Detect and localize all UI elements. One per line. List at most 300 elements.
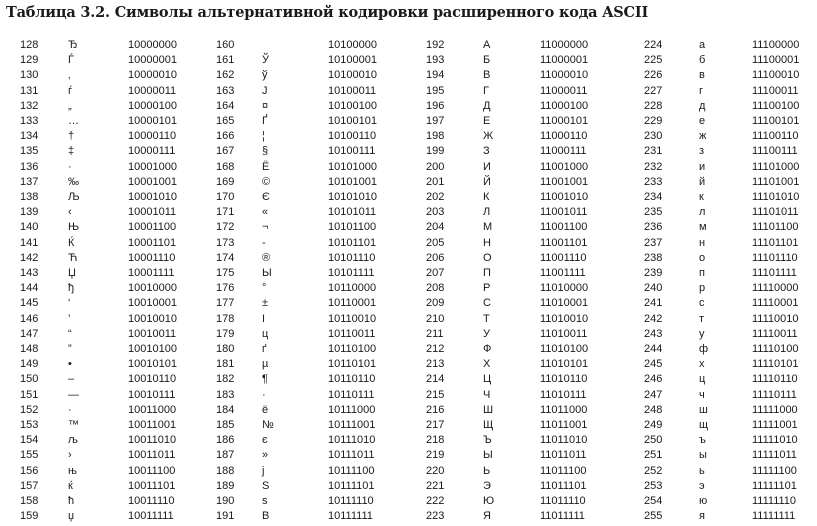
binary-cell: 10011010 — [128, 434, 177, 447]
char-cell: Њ — [68, 221, 80, 234]
char-cell: Ы — [483, 449, 493, 462]
binary-cell: 11001110 — [540, 251, 587, 264]
binary-cell: 11001111 — [540, 267, 586, 279]
code-cell: 132 — [20, 99, 39, 112]
code-cell: 245 — [644, 358, 663, 371]
code-cell: 158 — [20, 495, 39, 507]
binary-cell: 11111000 — [752, 403, 798, 416]
binary-cell: 11111011 — [752, 449, 797, 462]
code-cell: 248 — [644, 403, 663, 416]
code-cell: 161 — [216, 54, 235, 67]
binary-cell: 11111100 — [752, 464, 797, 477]
char-cell: ь — [699, 464, 705, 477]
char-cell: Ы — [262, 267, 272, 279]
char-cell: з — [699, 145, 705, 158]
code-cell: 244 — [644, 343, 663, 355]
char-cell: э — [699, 479, 705, 492]
binary-cell: 10111000 — [328, 403, 376, 416]
binary-cell: 10010101 — [128, 358, 177, 371]
binary-cell: 10010110 — [128, 373, 177, 386]
code-cell: 200 — [426, 160, 445, 173]
code-cell: 144 — [20, 282, 39, 295]
binary-cell: 10010100 — [128, 343, 177, 355]
char-cell: · — [262, 388, 266, 401]
code-cell: 217 — [426, 419, 445, 431]
binary-cell: 11011011 — [540, 449, 587, 462]
char-cell: Ю — [483, 495, 495, 507]
code-cell: 137 — [20, 175, 39, 188]
binary-cell: 11010101 — [540, 358, 589, 371]
char-cell: Ч — [483, 388, 491, 401]
char-cell: Л — [483, 206, 491, 219]
char-cell: ¦ — [262, 130, 265, 143]
char-cell: Я — [483, 510, 491, 523]
binary-cell: 11101110 — [752, 251, 798, 264]
table-title: Таблица 3.2. Символы альтернативной кодировки расширенного кода ASCII — [6, 4, 649, 21]
binary-cell: 10100010 — [328, 69, 377, 82]
code-cell: 205 — [426, 236, 445, 249]
binary-cell: 11000101 — [540, 115, 589, 127]
char-cell: х — [699, 358, 705, 371]
char-cell: е — [699, 115, 706, 127]
char-cell: ° — [262, 282, 267, 295]
binary-cell: 10101110 — [328, 251, 376, 264]
char-cell: ± — [262, 297, 269, 310]
char-cell: ¬ — [262, 221, 269, 234]
char-cell: И — [483, 160, 491, 173]
code-cell: 242 — [644, 312, 663, 325]
code-cell: 219 — [426, 449, 445, 462]
char-cell: щ — [699, 419, 709, 431]
char-cell: г — [699, 84, 704, 97]
char-cell: Љ — [68, 191, 80, 203]
code-cell: 255 — [644, 510, 663, 523]
code-cell: 150 — [20, 373, 39, 386]
char-cell: с — [699, 297, 705, 310]
code-cell: 163 — [216, 84, 235, 97]
binary-cell: 11100110 — [752, 130, 799, 143]
code-cell: 128 — [20, 39, 39, 51]
code-cell: 198 — [426, 130, 445, 143]
code-cell: 240 — [644, 282, 663, 295]
binary-cell: 11110000 — [752, 282, 799, 295]
binary-cell: 11110101 — [752, 358, 799, 371]
binary-cell: 10011101 — [128, 479, 176, 492]
code-cell: 147 — [20, 327, 39, 340]
code-cell: 214 — [426, 373, 445, 386]
binary-cell: 10010001 — [128, 297, 177, 310]
binary-cell: 11011000 — [540, 403, 588, 416]
code-cell: 196 — [426, 99, 445, 112]
binary-cell: 10100001 — [328, 54, 377, 67]
binary-cell: 11110110 — [752, 373, 798, 386]
code-cell: 143 — [20, 267, 39, 279]
binary-cell: 10000100 — [128, 99, 177, 112]
char-cell: ы — [699, 449, 707, 462]
code-cell: 216 — [426, 403, 445, 416]
char-cell: Ќ — [68, 236, 75, 249]
code-cell: 165 — [216, 115, 235, 127]
binary-cell: 11100100 — [752, 99, 800, 112]
char-cell: Џ — [68, 267, 76, 279]
binary-cell: 10100101 — [328, 115, 377, 127]
char-cell: д — [699, 99, 706, 112]
char-cell: Ф — [483, 343, 492, 355]
char-cell: К — [483, 191, 490, 203]
char-cell: ™ — [68, 419, 79, 431]
char-cell: й — [699, 175, 706, 188]
code-cell: 154 — [20, 434, 39, 447]
binary-cell: 11111101 — [752, 479, 797, 492]
char-cell: џ — [68, 510, 75, 523]
binary-cell: 10001100 — [128, 221, 177, 234]
char-cell: † — [68, 130, 75, 143]
char-cell: ” — [68, 343, 72, 355]
code-cell: 251 — [644, 449, 663, 462]
binary-cell: 11101101 — [752, 236, 799, 249]
binary-cell: 10001001 — [128, 175, 177, 188]
char-cell: т — [699, 312, 705, 325]
char-cell: ‚ — [68, 69, 71, 82]
binary-cell: 10110101 — [328, 358, 377, 371]
code-cell: 160 — [216, 39, 235, 51]
binary-cell: 10110000 — [328, 282, 377, 295]
code-cell: 253 — [644, 479, 663, 492]
code-cell: 167 — [216, 145, 235, 158]
code-cell: 224 — [644, 39, 663, 51]
char-cell: ё — [262, 403, 269, 416]
char-cell: © — [262, 175, 271, 188]
char-cell: в — [699, 69, 705, 82]
char-cell: “ — [68, 327, 72, 340]
code-cell: 220 — [426, 464, 445, 477]
binary-cell: 11101000 — [752, 160, 800, 173]
char-cell: ‰ — [68, 175, 79, 188]
char-cell: б — [699, 54, 706, 67]
binary-cell: 11010001 — [540, 297, 589, 310]
char-cell: У — [483, 327, 490, 340]
code-cell: 180 — [216, 343, 235, 355]
binary-cell: 11111111 — [752, 510, 796, 523]
char-cell: р — [699, 282, 706, 295]
binary-cell: 11010110 — [540, 373, 588, 386]
char-cell: „ — [68, 99, 72, 112]
code-cell: 178 — [216, 312, 235, 325]
binary-cell: 10101111 — [328, 267, 375, 279]
char-cell: о — [699, 251, 706, 264]
binary-cell: 11101010 — [752, 191, 800, 203]
code-cell: 162 — [216, 69, 235, 82]
binary-cell: 10011001 — [128, 419, 177, 431]
code-cell: 223 — [426, 510, 445, 523]
binary-cell: 10111110 — [328, 495, 374, 507]
binary-cell: 11100011 — [752, 84, 799, 97]
code-cell: 193 — [426, 54, 445, 67]
binary-cell: 11111110 — [752, 495, 797, 507]
code-cell: 232 — [644, 160, 663, 173]
code-cell: 192 — [426, 39, 445, 51]
char-cell: М — [483, 221, 493, 234]
binary-cell: 10001000 — [128, 160, 177, 173]
binary-cell: 10011000 — [128, 403, 177, 416]
code-cell: 194 — [426, 69, 445, 82]
code-cell: 206 — [426, 251, 445, 264]
binary-cell: 10110110 — [328, 373, 376, 386]
code-cell: 190 — [216, 495, 235, 507]
char-cell: љ — [68, 434, 78, 447]
code-cell: 145 — [20, 297, 39, 310]
char-cell: ’ — [68, 312, 71, 325]
code-cell: 179 — [216, 327, 235, 340]
char-cell: Е — [483, 115, 491, 127]
char-cell: Ь — [483, 464, 491, 477]
char-cell: Ѓ — [68, 54, 74, 67]
char-cell: Н — [483, 236, 491, 249]
char-cell: І — [262, 312, 266, 325]
char-cell: Ґ — [262, 115, 268, 127]
code-cell: 142 — [20, 251, 39, 264]
binary-cell: 11111001 — [752, 419, 798, 431]
code-cell: 157 — [20, 479, 39, 492]
binary-cell: 11010000 — [540, 282, 589, 295]
char-cell: s — [262, 495, 268, 507]
binary-cell: 11010111 — [540, 388, 587, 401]
binary-cell: 11000110 — [540, 130, 588, 143]
binary-cell: 10111111 — [328, 510, 373, 523]
code-cell: 170 — [216, 191, 235, 203]
char-cell: ц — [699, 373, 706, 386]
code-cell: 228 — [644, 99, 663, 112]
char-cell: ќ — [68, 479, 73, 492]
binary-cell: 11110100 — [752, 343, 799, 355]
code-cell: 153 — [20, 419, 39, 431]
char-cell: S — [262, 479, 270, 492]
code-cell: 169 — [216, 175, 235, 188]
char-cell: Ъ — [483, 434, 492, 447]
char-cell: ‡ — [68, 145, 75, 158]
char-cell: ц — [262, 327, 269, 340]
char-cell: № — [262, 419, 274, 431]
binary-cell: 10010010 — [128, 312, 177, 325]
binary-cell: 10010011 — [128, 327, 177, 340]
char-cell: • — [68, 358, 72, 371]
binary-cell: 11000010 — [540, 69, 589, 82]
char-cell: ч — [699, 388, 705, 401]
binary-cell: 11001001 — [540, 175, 589, 188]
char-cell: Д — [483, 99, 491, 112]
char-cell: л — [699, 206, 706, 219]
binary-cell: 11100001 — [752, 54, 800, 67]
char-cell: к — [699, 191, 704, 203]
char-cell: Щ — [483, 419, 494, 431]
binary-cell: 10110011 — [328, 327, 376, 340]
code-cell: 164 — [216, 99, 235, 112]
binary-cell: 11011101 — [540, 479, 587, 492]
char-cell: у — [699, 327, 705, 340]
binary-cell: 10100011 — [328, 84, 377, 97]
code-cell: 188 — [216, 464, 235, 477]
binary-cell: 10001101 — [128, 236, 177, 249]
code-cell: 227 — [644, 84, 663, 97]
binary-cell: 10000010 — [128, 69, 177, 82]
binary-cell: 10111100 — [328, 464, 375, 477]
binary-cell: 10011110 — [128, 495, 175, 507]
code-cell: 201 — [426, 175, 445, 188]
binary-cell: 11110111 — [752, 388, 797, 401]
char-cell: ж — [699, 130, 707, 143]
code-cell: 234 — [644, 191, 663, 203]
binary-cell: 10001111 — [128, 267, 175, 279]
code-cell: 202 — [426, 191, 445, 203]
binary-cell: 11101100 — [752, 221, 799, 234]
code-cell: 252 — [644, 464, 663, 477]
code-cell: 134 — [20, 130, 39, 143]
char-cell: Ё — [262, 160, 270, 173]
binary-cell: 11011001 — [540, 419, 588, 431]
code-cell: 191 — [216, 510, 235, 523]
char-cell: · — [68, 403, 72, 416]
char-cell: О — [483, 251, 492, 264]
char-cell: Ђ — [68, 39, 78, 51]
code-cell: 203 — [426, 206, 445, 219]
code-cell: 246 — [644, 373, 663, 386]
char-cell: п — [699, 267, 705, 279]
char-cell: Ў — [262, 54, 269, 67]
binary-cell: 10101100 — [328, 221, 377, 234]
code-cell: 235 — [644, 206, 663, 219]
binary-cell: 11100000 — [752, 39, 800, 51]
binary-cell: 10101001 — [328, 175, 377, 188]
code-cell: 197 — [426, 115, 445, 127]
char-cell: ¤ — [262, 99, 269, 112]
code-cell: 152 — [20, 403, 39, 416]
binary-cell: 10101101 — [328, 236, 377, 249]
code-cell: 182 — [216, 373, 235, 386]
char-cell: – — [68, 373, 75, 386]
code-cell: 138 — [20, 191, 39, 203]
code-cell: 241 — [644, 297, 663, 310]
code-cell: 231 — [644, 145, 663, 158]
char-cell: ‹ — [68, 206, 72, 219]
binary-cell: 11001101 — [540, 236, 588, 249]
char-cell: З — [483, 145, 490, 158]
code-cell: 155 — [20, 449, 39, 462]
code-cell: 146 — [20, 312, 39, 325]
code-cell: 237 — [644, 236, 663, 249]
binary-cell: 11001010 — [540, 191, 589, 203]
code-cell: 139 — [20, 206, 39, 219]
char-cell: § — [262, 145, 269, 158]
binary-cell: 11111010 — [752, 434, 798, 447]
char-cell: ъ — [699, 434, 706, 447]
binary-cell: 11010100 — [540, 343, 589, 355]
code-cell: 186 — [216, 434, 235, 447]
binary-cell: 10110010 — [328, 312, 377, 325]
char-cell: Ш — [483, 403, 494, 416]
binary-cell: 10000110 — [128, 130, 177, 143]
char-cell: » — [262, 449, 269, 462]
char-cell: м — [699, 221, 707, 234]
binary-cell: 11001011 — [540, 206, 588, 219]
code-cell: 211 — [426, 327, 444, 340]
char-cell: н — [699, 236, 706, 249]
code-cell: 233 — [644, 175, 663, 188]
binary-cell: 10110001 — [328, 297, 377, 310]
char-cell: Б — [483, 54, 491, 67]
binary-cell: 10101010 — [328, 191, 377, 203]
char-cell: Ј — [262, 84, 268, 97]
binary-cell: 10101000 — [328, 160, 377, 173]
code-cell: 129 — [20, 54, 39, 67]
code-cell: 181 — [216, 358, 235, 371]
code-cell: 247 — [644, 388, 663, 401]
code-cell: 130 — [20, 69, 39, 82]
code-cell: 208 — [426, 282, 445, 295]
binary-cell: 10011100 — [128, 464, 176, 477]
char-cell: - — [262, 236, 266, 249]
code-cell: 209 — [426, 297, 445, 310]
binary-cell: 11101111 — [752, 267, 797, 279]
binary-cell: 10111010 — [328, 434, 376, 447]
char-cell: В — [262, 510, 270, 523]
binary-cell: 11110010 — [752, 312, 799, 325]
code-cell: 185 — [216, 419, 235, 431]
binary-cell: 10100111 — [328, 145, 376, 158]
code-cell: 173 — [216, 236, 235, 249]
binary-cell: 10001011 — [128, 206, 177, 219]
char-cell: ѓ — [68, 84, 73, 97]
char-cell: є — [262, 434, 268, 447]
binary-cell: 11100111 — [752, 145, 798, 158]
code-cell: 221 — [426, 479, 445, 492]
char-cell: Ж — [483, 130, 494, 143]
code-cell: 239 — [644, 267, 663, 279]
char-cell: — — [68, 388, 79, 401]
binary-cell: 10000001 — [128, 54, 177, 67]
binary-cell: 10110100 — [328, 343, 377, 355]
binary-cell: 10011111 — [128, 510, 174, 523]
char-cell: ф — [699, 343, 709, 355]
binary-cell: 11000100 — [540, 99, 589, 112]
char-cell: Є — [262, 191, 270, 203]
char-cell: ћ — [68, 495, 75, 507]
code-cell: 184 — [216, 403, 235, 416]
binary-cell: 11000000 — [540, 39, 589, 51]
binary-cell: 11011110 — [540, 495, 586, 507]
char-cell: Й — [483, 175, 491, 188]
binary-cell: 11001000 — [540, 160, 589, 173]
char-cell: А — [483, 39, 491, 51]
code-cell: 254 — [644, 495, 663, 507]
char-cell: « — [262, 206, 269, 219]
code-cell: 199 — [426, 145, 445, 158]
binary-cell: 11000111 — [540, 145, 587, 158]
char-cell: ‘ — [68, 297, 71, 310]
char-cell: ® — [262, 251, 271, 264]
code-cell: 159 — [20, 510, 39, 523]
char-cell: ђ — [68, 282, 75, 295]
code-cell: 168 — [216, 160, 235, 173]
binary-cell: 11101011 — [752, 206, 799, 219]
code-cell: 151 — [20, 388, 39, 401]
code-cell: 250 — [644, 434, 663, 447]
code-cell: 187 — [216, 449, 235, 462]
code-cell: 171 — [216, 206, 235, 219]
code-cell: 140 — [20, 221, 39, 234]
binary-cell: 11110011 — [752, 327, 798, 340]
code-cell: 177 — [216, 297, 235, 310]
char-cell: › — [68, 449, 72, 462]
